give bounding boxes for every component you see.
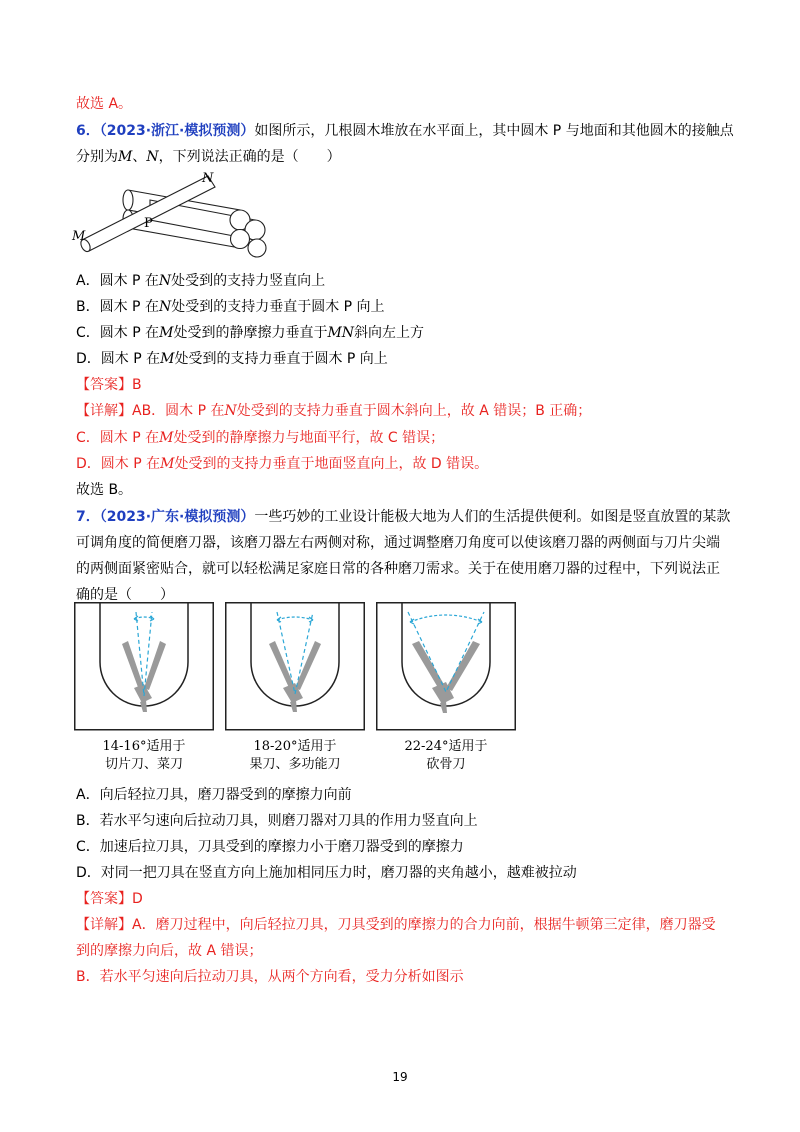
page-number: 19 — [392, 1070, 408, 1084]
caption-2: 18-20°适用于 果刀、多功能刀 — [249, 739, 341, 772]
q7-stem-line2: 可调角度的简便磨刀器，该磨刀器左右两侧对称，通过调整磨刀角度可以使该磨刀器的两侧面与刀片尖端 — [76, 535, 720, 551]
q7-option-b: B．若水平匀速向后拉动刀具，则磨刀器对刀具的作用力竖直向上 — [76, 813, 478, 829]
caption-3: 22-24°适用于 砍骨刀 — [404, 739, 488, 772]
q7-explanation-3: B．若水平匀速向后拉动刀具，从两个方向看，受力分析如图示 — [76, 969, 464, 985]
q6-explanation-1: 【详解】AB．圆木 P 在N处受到的支持力垂直于圆木斜向上，故 A 错误；B 正确； — [76, 403, 592, 419]
q7-stem-line1: 7．（2023·广东·模拟预测）一些巧妙的工业设计能极大地为人们的生活提供便利。如图是竖直放置的某款 — [76, 509, 731, 525]
label-N: N — [202, 171, 214, 186]
sharpener-figure-2 — [225, 602, 365, 732]
sharpener-figure-1 — [74, 602, 214, 732]
q6-stem-text: 如图所示，几根圆木堆放在水平面上，其中圆木 P 与地面和其他圆木的接触点 — [254, 123, 734, 139]
caption-1: 14-16°适用于 切片刀、菜刀 — [102, 739, 186, 772]
q7-option-c: C．加速后拉刀具，刀具受到的摩擦力小于磨刀器受到的摩擦力 — [76, 839, 464, 855]
q6-explanation-2: C．圆木 P 在M处受到的静摩擦力与地面平行，故 C 错误； — [76, 430, 445, 446]
q6-stem-line2: 分别为M、N，下列说法正确的是（ ） — [76, 149, 341, 165]
q6-option-b: B．圆木 P 在N处受到的支持力垂直于圆木 P 向上 — [76, 299, 385, 315]
q6-option-c: C．圆木 P 在M处受到的静摩擦力垂直于MN斜向左上方 — [76, 325, 425, 341]
q7-explanation-1: 【详解】A．磨刀过程中，向后轻拉刀具，刀具受到的摩擦力的合力向前，根据牛顿第三定律，磨刀器受 — [76, 917, 716, 933]
q6-stem-line1 — [76, 121, 734, 141]
q6-number: 6． — [76, 123, 100, 139]
q7-source-tag: （2023·广东·模拟预测） — [99, 509, 255, 525]
label-P: P — [144, 216, 153, 231]
q7-answer: 【答案】D — [76, 891, 143, 907]
q6-conclusion: 故选 B。 — [76, 482, 133, 498]
sharpener-figure-3 — [376, 602, 516, 732]
q7-number: 7． — [76, 509, 100, 525]
q7-option-a: A．向后轻拉刀具，磨刀器受到的摩擦力向前 — [76, 787, 352, 803]
q6-explanation-3: D．圆木 P 在M处受到的支持力垂直于地面竖直向上，故 D 错误。 — [76, 456, 489, 472]
logs-figure — [70, 170, 270, 260]
q6-source-tag: （2023·浙江·模拟预测） — [99, 123, 255, 139]
prev-conclusion: 故选 A。 — [76, 96, 133, 112]
q7-explanation-2: 到的摩擦力向后，故 A 错误； — [76, 943, 263, 959]
q7-option-d: D．对同一把刀具在竖直方向上施加相同压力时，磨刀器的夹角越小，越难被拉动 — [76, 865, 577, 881]
q7-stem-line3: 的两侧面紧密贴合，就可以轻松满足家庭日常的各种磨刀需求。关于在使用磨刀器的过程中，下列说法正 — [76, 561, 720, 577]
q6-option-d: D．圆木 P 在M处受到的支持力垂直于圆木 P 向上 — [76, 351, 388, 367]
q7-stem-line4: 确的是（ ） — [76, 587, 174, 603]
q6-answer: 【答案】B — [76, 377, 142, 393]
label-M: M — [72, 229, 86, 244]
q6-option-a: A．圆木 P 在N处受到的支持力竖直向上 — [76, 273, 326, 289]
